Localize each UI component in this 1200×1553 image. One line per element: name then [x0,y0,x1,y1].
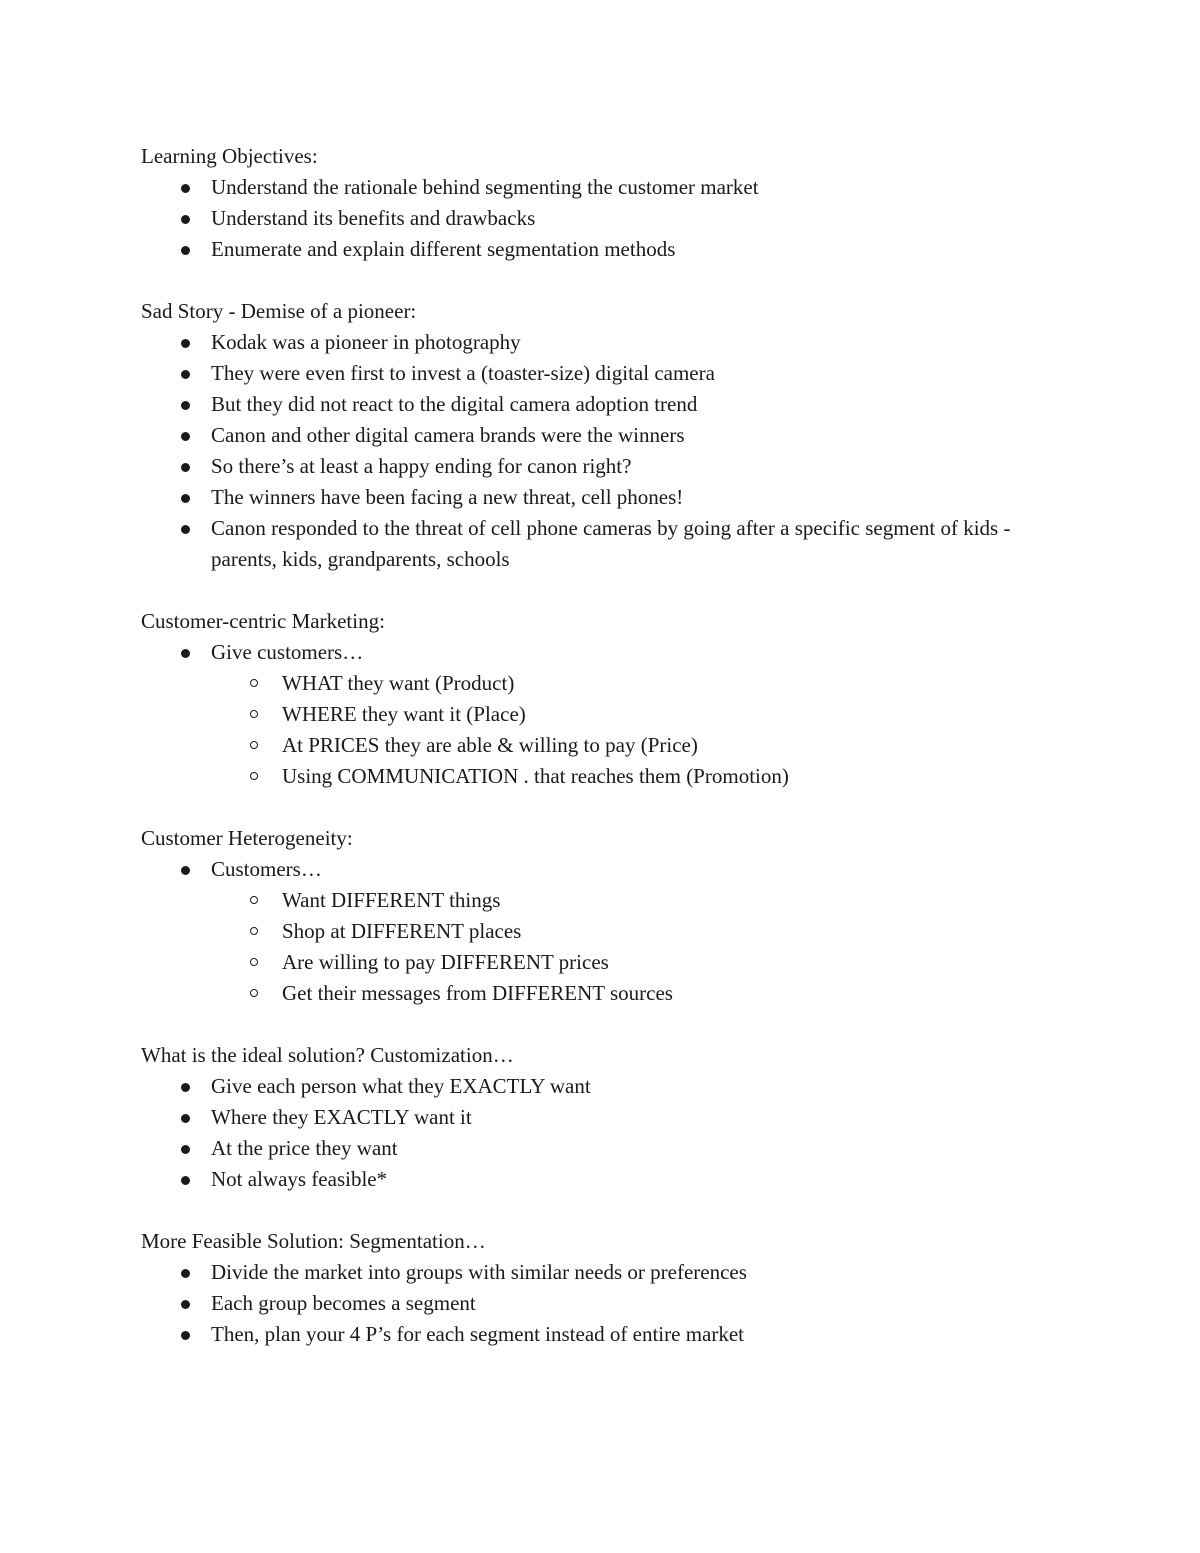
section-heading: Customer Heterogeneity: [141,826,353,850]
list-item-text: Give customers… [211,640,364,664]
list-item [211,482,1071,513]
list-item [211,451,1071,482]
list-item [211,203,1071,234]
sub-list-item [282,699,1071,730]
sub-list-item-text: Using COMMUNICATION . that reaches them (Promotion) [282,764,789,788]
bullet-icon [181,463,190,472]
list-item-text: They were even first to invest a (toaster-size) digital camera [211,361,715,385]
list-item [211,637,1071,792]
list-item [211,172,1071,203]
list-item-text: Not always feasible* [211,1167,388,1191]
list-item [211,234,1071,265]
sub-list-item-text: Shop at DIFFERENT places [282,919,522,943]
list-item-text: Give each person what they EXACTLY want [211,1074,591,1098]
sub-bullet-list [211,885,1071,1009]
sub-list-item-text: WHERE they want it (Place) [282,702,526,726]
list-item-text: Canon and other digital camera brands were the winners [211,423,685,447]
list-item-text: Understand the rationale behind segmenting the customer market [211,175,759,199]
sub-list-item [282,978,1071,1009]
list-item-text: Kodak was a pioneer in photography [211,330,521,354]
list-item [211,1164,1071,1195]
list-item-text: Divide the market into groups with similar needs or preferences [211,1260,747,1284]
list-item-text: Customers… [211,857,322,881]
section-customer-heterogeneity [141,823,1071,1009]
section-ideal-solution [141,1040,1071,1195]
bullet-icon [181,649,190,658]
bullet-icon [181,246,190,255]
bullet-icon [181,401,190,410]
section-heading: More Feasible Solution: Segmentation… [141,1229,486,1253]
bullet-icon [181,1300,190,1309]
list-item-text: At the price they want [211,1136,398,1160]
hollow-bullet-icon [250,989,258,997]
bullet-icon [181,525,190,534]
hollow-bullet-icon [250,772,258,780]
hollow-bullet-icon [250,927,258,935]
bullet-icon [181,494,190,503]
bullet-list [141,637,1071,792]
list-item [211,1319,1071,1350]
bullet-icon [181,432,190,441]
sub-list-item [282,668,1071,699]
bullet-list [141,854,1071,1009]
bullet-icon [181,1331,190,1340]
document-content [141,141,1071,1381]
section-customer-centric-marketing [141,606,1071,792]
bullet-icon [181,339,190,348]
bullet-icon [181,215,190,224]
list-item [211,1288,1071,1319]
bullet-icon [181,1114,190,1123]
list-item [211,1133,1071,1164]
hollow-bullet-icon [250,958,258,966]
list-item [211,854,1071,1009]
list-item [211,1071,1071,1102]
section-heading: What is the ideal solution? Customization… [141,1043,514,1067]
list-item-text: Where they EXACTLY want it [211,1105,472,1129]
hollow-bullet-icon [250,741,258,749]
list-item-text: But they did not react to the digital camera adoption trend [211,392,698,416]
section-heading: Customer-centric Marketing: [141,609,385,633]
bullet-icon [181,370,190,379]
list-item [211,1102,1071,1133]
section-segmentation [141,1226,1071,1350]
hollow-bullet-icon [250,896,258,904]
list-item [211,389,1071,420]
bullet-icon [181,1145,190,1154]
bullet-list [141,172,1071,265]
list-item [211,358,1071,389]
list-item [211,1257,1071,1288]
bullet-icon [181,1269,190,1278]
list-item-text: Then, plan your 4 P’s for each segment instead of entire market [211,1322,744,1346]
hollow-bullet-icon [250,679,258,687]
sub-list-item [282,730,1071,761]
list-item-text: The winners have been facing a new threat, cell phones! [211,485,684,509]
list-item-text: Enumerate and explain different segmentation methods [211,237,676,261]
bullet-icon [181,184,190,193]
list-item [211,513,1071,575]
section-heading: Learning Objectives: [141,144,318,168]
bullet-icon [181,1176,190,1185]
list-item [211,420,1071,451]
sub-list-item-text: WHAT they want (Product) [282,671,515,695]
list-item-text: Each group becomes a segment [211,1291,476,1315]
sub-list-item-text: Get their messages from DIFFERENT sources [282,981,673,1005]
sub-list-item [282,885,1071,916]
list-item-text: Canon responded to the threat of cell phone cameras by going after a specific segment of kids - parents, kids, grandparents, schools [211,516,1011,571]
bullet-list [141,1257,1071,1350]
sub-list-item-text: Are willing to pay DIFFERENT prices [282,950,609,974]
sub-list-item [282,761,1071,792]
section-learning-objectives [141,141,1071,265]
bullet-icon [181,1083,190,1092]
section-sad-story [141,296,1071,575]
section-heading: Sad Story - Demise of a pioneer: [141,299,417,323]
sub-list-item [282,916,1071,947]
hollow-bullet-icon [250,710,258,718]
bullet-list [141,1071,1071,1195]
list-item [211,327,1071,358]
bullet-icon [181,866,190,875]
sub-list-item [282,947,1071,978]
sub-bullet-list [211,668,1071,792]
sub-list-item-text: Want DIFFERENT things [282,888,501,912]
list-item-text: So there’s at least a happy ending for canon right? [211,454,632,478]
sub-list-item-text: At PRICES they are able & willing to pay (Price) [282,733,698,757]
list-item-text: Understand its benefits and drawbacks [211,206,536,230]
bullet-list [141,327,1071,575]
